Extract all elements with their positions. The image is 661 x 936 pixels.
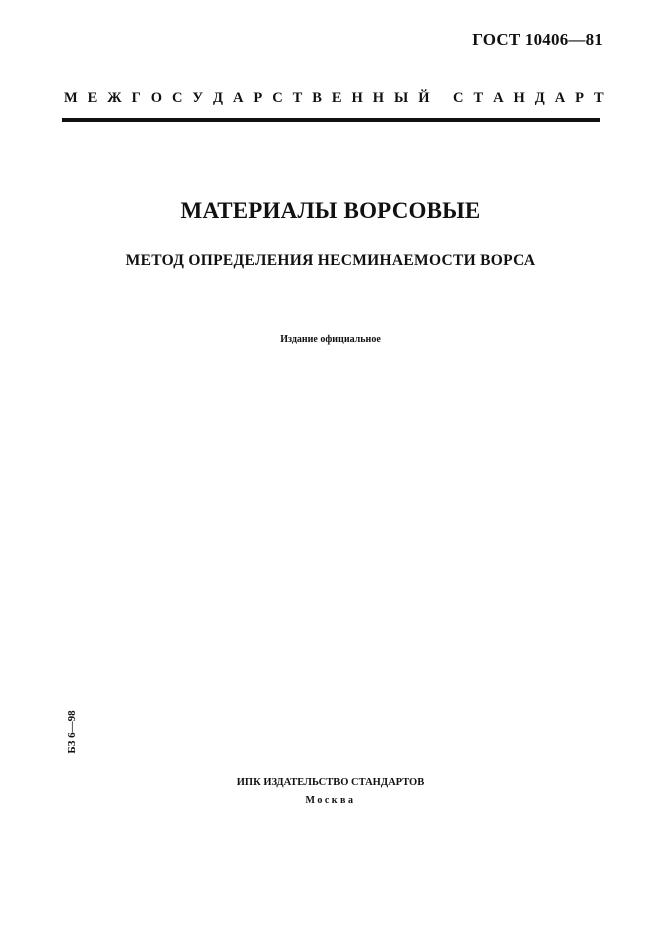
label-letter: Г [131, 90, 141, 106]
document-title: МАТЕРИАЛЫ ВОРСОВЫЕ [180, 198, 481, 223]
edition-note: Издание официальное [280, 334, 381, 345]
label-letter: Й [418, 90, 430, 106]
label-letter: Н [372, 90, 385, 106]
publisher-city: Москва [305, 795, 356, 806]
label-letter: О [150, 90, 163, 106]
label-letter: С [171, 90, 183, 106]
label-letter: У [192, 90, 204, 106]
label-letter: М [64, 90, 78, 106]
interstate-standard-label [64, 90, 604, 107]
label-letter: Е [87, 90, 98, 106]
label-letter: А [493, 90, 504, 106]
label-letter: Т [473, 90, 484, 106]
side-catalog-code: БЗ 6—98 [66, 710, 78, 754]
label-letter: Р [253, 90, 263, 106]
label-gap [439, 90, 443, 107]
document-subtitle: МЕТОД ОПРЕДЕЛЕНИЯ НЕСМИНАЕМОСТИ ВОРСА [125, 252, 536, 269]
label-letter: Н [513, 90, 525, 106]
publisher-name: ИПК ИЗДАТЕЛЬСТВО СТАНДАРТОВ [236, 777, 425, 788]
label-letter: Т [292, 90, 303, 106]
label-letter: С [453, 90, 464, 106]
label-letter: Е [331, 90, 342, 106]
label-letter: Н [351, 90, 363, 106]
label-letter: Р [575, 90, 584, 106]
label-letter: А [554, 90, 566, 106]
label-letter: Ж [107, 90, 122, 106]
header-divider [62, 118, 600, 122]
label-letter: Д [534, 90, 545, 106]
document-number: ГОСТ 10406—81 [472, 30, 603, 49]
label-letter: Ы [394, 90, 409, 106]
label-letter: С [272, 90, 283, 106]
label-letter: Д [213, 90, 224, 106]
label-letter: Т [593, 90, 604, 106]
label-letter: А [232, 90, 244, 106]
label-letter: В [312, 90, 322, 106]
